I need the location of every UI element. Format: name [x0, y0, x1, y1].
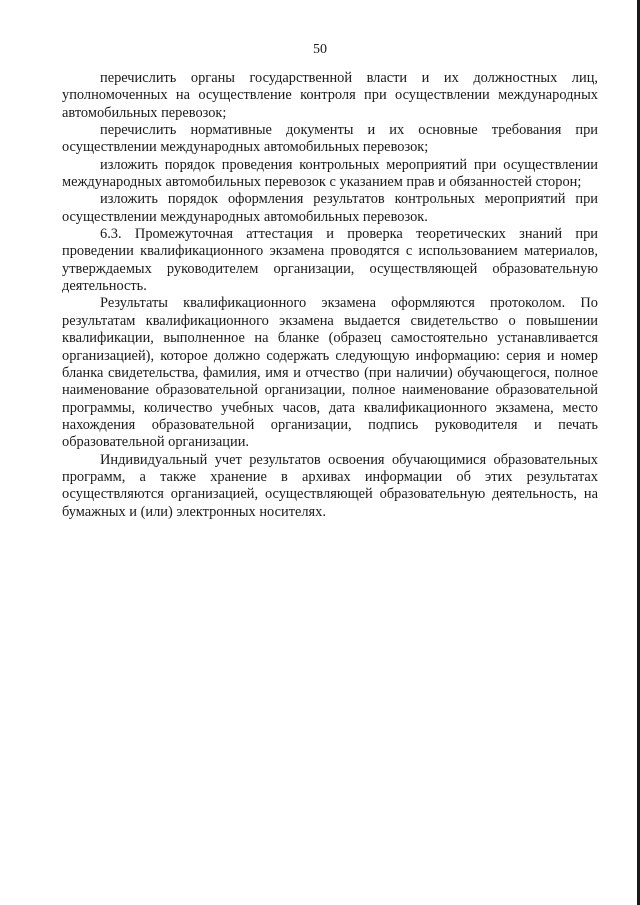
document-body	[62, 70, 598, 521]
paragraph-normative-documents: перечислить нормативные документы и их основные требования при осуществлении международных автомобильных перевозок;	[62, 122, 598, 156]
paragraph-individual-records: Индивидуальный учет результатов освоения обучающимися образовательных программ, а также хранение в архивах информации об этих результатах осуществляются организацией, осуществляющей образовательную деятельность, на бумажных и (или) электронных носителях.	[62, 451, 598, 520]
paragraph-section-6-3: 6.3. Промежуточная аттестация и проверка теоретических знаний при проведении квалификационного экзамена проводятся с использованием материалов, утверждаемых руководителем организации, осуществляющей образовательную деятельность.	[62, 226, 598, 295]
paragraph-exam-results: Результаты квалификационного экзамена оформляются протоколом. По результатам квалификационного экзамена выдается свидетельство о повышении квалификации, выполненное на бланке (образец самостоятельно устанавливается организацией), которое должно содержать следующую информацию: серия и номер бланка свидетельства, фамилия, имя и отчество (при наличии) обучающегося, полное наименование образовательной организации, полное наименование образовательной программы, количество учебных часов, дата квалификационного экзамена, место нахождения образовательной организации, подпись руководителя и печать образовательной организации.	[62, 295, 598, 451]
paragraph-control-procedure: изложить порядок проведения контрольных мероприятий при осуществлении международных автомобильных перевозок с указанием прав и обязанностей сторон;	[62, 156, 598, 191]
paragraph-control-results: изложить порядок оформления результатов контрольных мероприятий при осуществлении международных автомобильных перевозок.	[62, 191, 598, 225]
page-number: 50	[313, 42, 327, 57]
paragraph-authorities-list: перечислить органы государственной власти и их должностных лиц, уполномоченных на осуществление контроля при осуществлении международных автомобильных перевозок;	[62, 70, 598, 121]
